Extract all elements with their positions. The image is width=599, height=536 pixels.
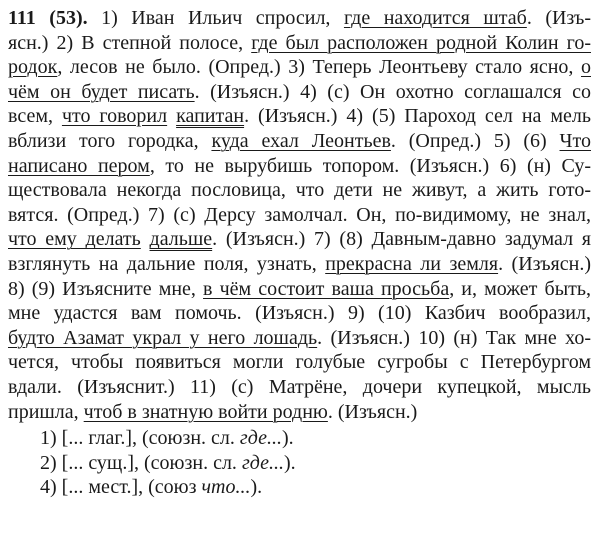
text-line <box>8 154 591 178</box>
text-fragment: 8) (9) Изъясните мне, <box>8 277 204 300</box>
text-fragment <box>141 228 150 250</box>
text-line <box>8 277 591 301</box>
underlined-fragment: что говорил <box>61 105 168 128</box>
text-fragment: ). <box>250 476 263 499</box>
text-fragment: ). <box>283 451 296 474</box>
underlined-fragment: будто Азамат украл у него лошадь <box>8 326 318 349</box>
text-line <box>8 6 591 30</box>
underlined-fragment: о <box>581 56 591 79</box>
scheme-line <box>40 475 262 499</box>
text-line <box>8 104 591 128</box>
text-fragment: вблизи того городка, <box>8 130 212 152</box>
text-fragment: 1) [... глаг.], (союзн. сл. <box>40 427 240 450</box>
text-fragment: мне удастся вам помочь. (Изъясн.) 9) (10) Казбич вообразил, <box>8 302 591 325</box>
exercise-number: 111 (53). <box>8 7 88 29</box>
double-underlined-word: капитан <box>176 105 245 128</box>
text-fragment: . (Изъясн.) 7) (8) Давным-давно задумал я <box>212 228 592 251</box>
text-line <box>8 55 591 79</box>
text-fragment: ществовала некогда пословица, что дети не живут, а жить гото- <box>8 179 591 202</box>
text-fragment: . (Изъясн.) 10) (н) Так мне хо- <box>317 326 591 349</box>
text-fragment: ясн.) 2) В степной полосе, <box>8 31 252 54</box>
text-line <box>8 350 591 374</box>
text-fragment: 2) [... сущ.], (союзн. сл. <box>40 451 242 474</box>
text-fragment: , лесов не было. (Опред.) 3) Теперь Леонтьеву стало ясно, <box>57 56 581 79</box>
text-fragment: . (Опред.) 5) (6) <box>390 130 560 152</box>
text-fragment: ). <box>281 427 294 450</box>
text-line <box>8 31 591 55</box>
text-line <box>8 227 591 251</box>
italic-word: что... <box>201 476 251 499</box>
text-fragment: чется, чтобы появиться могли голубые сугробы с Петербургом <box>8 351 591 374</box>
text-fragment <box>167 105 176 127</box>
underlined-fragment: родок <box>8 56 58 79</box>
text-line <box>8 80 591 104</box>
text-fragment: вятся. (Опред.) 7) (с) Дерсу замолчал. Он, по-видимому, не знал, <box>8 203 591 226</box>
text-fragment: вдали. (Изъяснит.) 11) (с) Матрёне, дочери купецкой, мысль <box>8 376 591 398</box>
text-line <box>8 301 591 325</box>
text-fragment: взглянуть на дальние поля, узнать, <box>8 253 326 275</box>
underlined-fragment: где находится штаб <box>343 7 527 29</box>
scheme-line <box>40 451 296 475</box>
text-line <box>8 178 591 202</box>
text-fragment: , то не вырубишь топором. (Изъясн.) 6) (н) Су- <box>149 154 592 177</box>
underlined-fragment: чтоб в знатную войти родню <box>83 400 328 423</box>
italic-word: где... <box>239 427 282 450</box>
underlined-fragment: Что <box>559 130 591 152</box>
text-line <box>8 129 591 153</box>
italic-word: где... <box>241 451 284 474</box>
underlined-fragment: написано пером <box>8 154 150 177</box>
text-fragment: , и, может быть, <box>449 277 591 300</box>
text-fragment: всем, <box>8 105 62 128</box>
double-underlined-word: дальше <box>149 228 213 251</box>
text-fragment: . (Изъ- <box>526 7 591 29</box>
text-line <box>8 252 591 276</box>
text-fragment: 4) [... мест.], (союз <box>40 476 202 499</box>
text-fragment: . (Изъясн.) 4) (с) Он охотно соглашался со <box>194 80 591 103</box>
text-line <box>8 375 591 399</box>
underlined-fragment: чём он будет писать <box>8 80 195 103</box>
text-fragment: 1) Иван Ильич спросил, <box>87 7 344 29</box>
text-fragment: . (Изъясн.) 4) (5) Пароход сел на мель <box>244 105 592 128</box>
text-line <box>8 400 591 424</box>
underlined-fragment: что ему делать <box>8 228 141 251</box>
underlined-fragment: куда ехал Леонтьев <box>211 130 391 152</box>
underlined-fragment: где был расположен родной Колин го- <box>251 31 591 54</box>
underlined-fragment: прекрасна ли земля <box>325 253 499 275</box>
scheme-line <box>40 426 294 450</box>
text-fragment: . (Изъясн.) <box>327 400 418 423</box>
text-line <box>8 203 591 227</box>
text-line <box>8 326 591 350</box>
text-fragment: . (Изъясн.) <box>498 253 591 275</box>
text-fragment: пришла, <box>8 400 84 423</box>
underlined-fragment: в чём состоит ваша просьба <box>203 277 450 300</box>
